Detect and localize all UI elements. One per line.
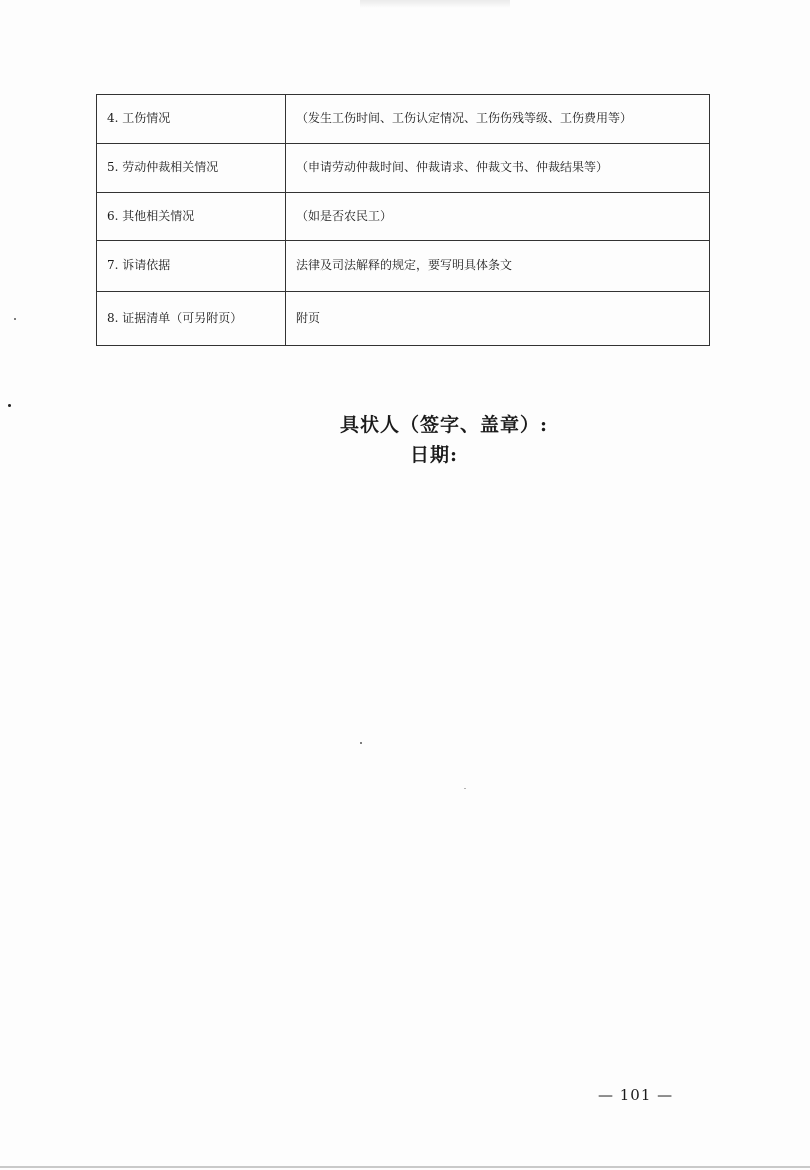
- table-row: [97, 241, 710, 292]
- row-content: 法律及司法解释的规定，要写明具体条文: [286, 241, 710, 292]
- row-label: 7. 诉请依据: [97, 241, 286, 292]
- complaint-form-table: [96, 94, 710, 346]
- table-row: [97, 95, 710, 144]
- scan-edge: [0, 1166, 810, 1168]
- page-number: — 101 —: [598, 1086, 674, 1104]
- signature-block: [340, 410, 548, 470]
- table-row: [97, 193, 710, 241]
- row-label: 6. 其他相关情况: [97, 193, 286, 241]
- row-content: （如是否农民工）: [286, 193, 710, 241]
- scan-speck: [14, 318, 16, 320]
- date-label: 日期:: [410, 444, 459, 466]
- table-row: [97, 144, 710, 193]
- row-label: 8. 证据清单（可另附页）: [97, 292, 286, 346]
- scan-speck: [8, 404, 11, 407]
- row-label: 4. 工伤情况: [97, 95, 286, 144]
- row-label: 5. 劳动仲裁相关情况: [97, 144, 286, 193]
- scan-smudge: [360, 0, 510, 8]
- scan-speck: [360, 742, 362, 744]
- table-row: [97, 292, 710, 346]
- row-content: （发生工伤时间、工伤认定情况、工伤伤残等级、工伤费用等）: [286, 95, 710, 144]
- scan-speck: [464, 788, 466, 789]
- row-content: 附页: [286, 292, 710, 346]
- row-content: （申请劳动仲裁时间、仲裁请求、仲裁文书、仲裁结果等）: [286, 144, 710, 193]
- signer-label: 具状人（签字、盖章）:: [340, 414, 549, 436]
